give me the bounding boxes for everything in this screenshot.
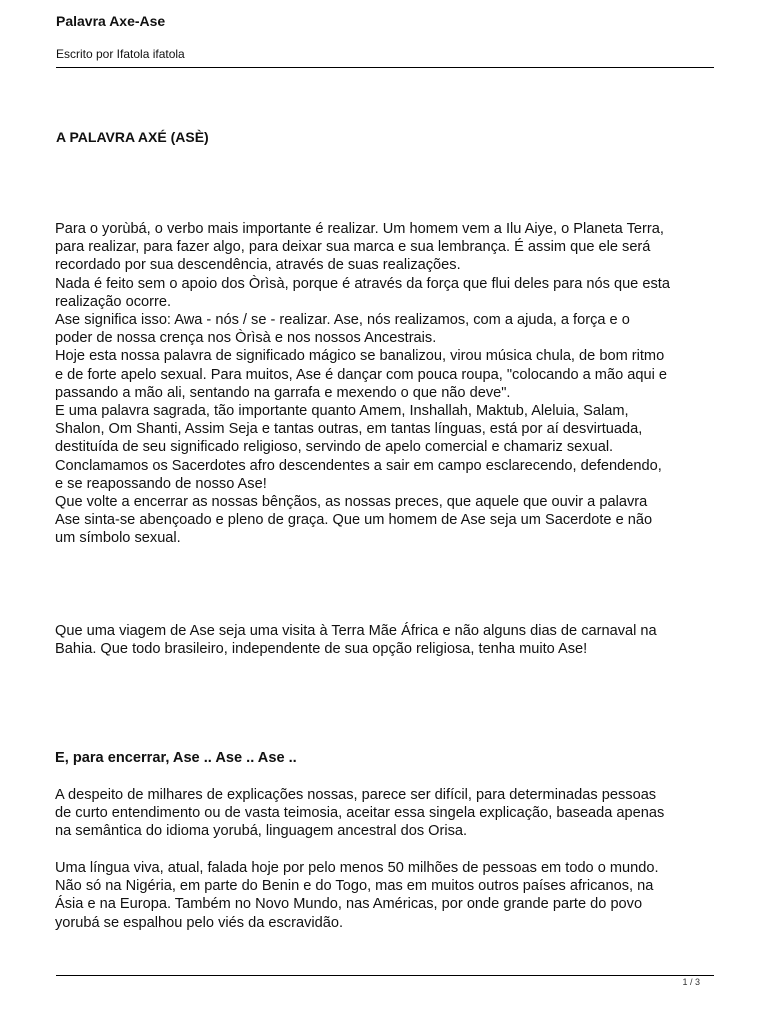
paragraph-intro: Para o yorùbá, o verbo mais importante é realizar. Um homem vem a Ilu Aiye, o Planeta Terra, para realizar, para fazer algo, para deixar sua marca e sua lembrança. É assim que ele será recordado por sua descendência, através de suas realizações. Nada é feito sem o apoio dos Òrìsà, porque é através da força que flui deles para nós que esta realização ocorre. Ase significa isso: Awa - nós / se - realizar. Ase, nós realizamos, com a ajuda, a força e o poder de nossa crença nos Òrìsà e nos nossos Ancestrais. Hoje esta nossa palavra de significado mágico se banalizou, virou música chula, de bom ritmo e de forte apelo sexual. Para muitos, Ase é dançar com pouca roupa, "colocando a mão aqui e passando a mão ali, sentando na garrafa e mexendo o que não deve". E uma palavra sagrada, tão importante quanto Amem, Inshallah, Maktub, Aleluia, Salam, Shalon, Om Shanti, Assim Seja e tantas outras, em tantas línguas, está por aí desvirtuada, destituída de seu significado religioso, servindo de apelo comercial e chamariz sexual. Conclamamos os Sacerdotes afro descendentes a sair em campo esclarecendo, defendendo, e se reapossando de nosso Ase! Que volte a encerrar as nossas bênçãos, as nossas preces, que aquele que ouvir a palavra Ase sinta-se abençoado e pleno de graça. Que um homem de Ase seja um Sacerdote e não um símbolo sexual. — [55, 221, 670, 547]
footer-divider — [56, 975, 714, 976]
header-divider — [56, 67, 714, 68]
author-line: Escrito por Ifatola ifatola — [56, 47, 185, 61]
paragraph-explanation: A despeito de milhares de explicações nossas, parece ser difícil, para determinadas pessoas de curto entendimento ou de vasta teimosia, aceitar essa singela explicação, baseada apenas na semântica do idioma yorubá, linguagem ancestral dos Orisa. — [55, 786, 665, 840]
closing-subheading: E, para encerrar, Ase .. Ase .. Ase .. — [55, 750, 297, 767]
paragraph-travel: Que uma viagem de Ase seja uma visita à Terra Mãe África e não alguns dias de carnaval na Bahia. Que todo brasileiro, independente de sua opção religiosa, tenha muito Ase! — [55, 623, 657, 658]
paragraph-closing-section — [55, 731, 717, 840]
page-number: 1 / 3 — [682, 977, 700, 987]
document-title: Palavra Axe-Ase — [56, 13, 166, 29]
article-heading: A PALAVRA AXÉ (ASÈ) — [56, 129, 209, 145]
paragraph-language: Uma língua viva, atual, falada hoje por pelo menos 50 milhões de pessoas em todo o mundo. Não só na Nigéria, em parte do Benin e do Togo, mas em muitos outros países africanos, na Ásia e na Europa. Também no Novo Mundo, nas Américas, por onde grande parte do povo yorubá se espalhou pelo viés da escravidão. — [55, 860, 659, 931]
